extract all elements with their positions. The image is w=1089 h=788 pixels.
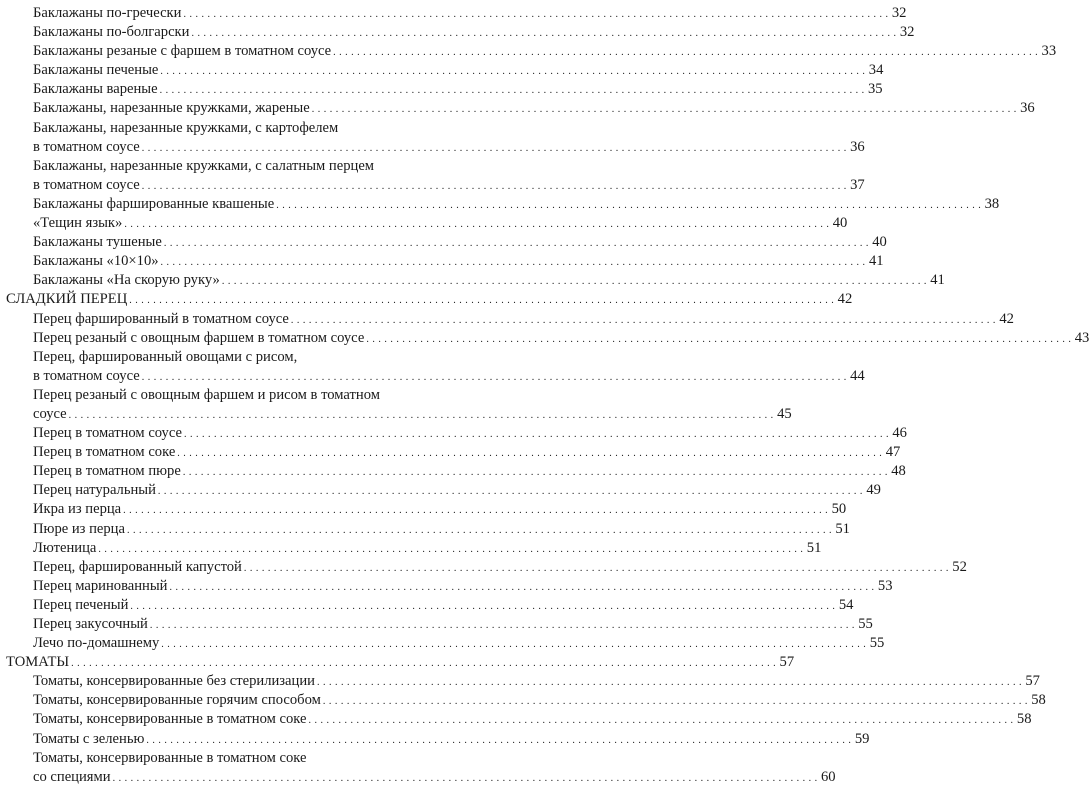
toc-entry-title: Перец в томатном соусе: [33, 425, 182, 442]
toc-section-heading[interactable]: [0, 290, 853, 309]
toc-entry-title: Лютеница: [33, 539, 97, 556]
toc-entry-first-line: [0, 157, 468, 176]
toc-entry-title: в томатном соусе: [33, 367, 140, 384]
dot-leader: [291, 311, 996, 330]
page-number: 60: [820, 768, 836, 785]
toc-entry-title-line1: Баклажаны, нарезанные кружками, с салатным перцем: [33, 157, 375, 174]
toc-entry[interactable]: [0, 310, 1014, 329]
dot-leader: [191, 24, 896, 43]
toc-entry[interactable]: [0, 520, 850, 539]
page-number: 43: [1074, 329, 1089, 346]
dot-leader: [142, 177, 847, 196]
dot-leader: [323, 692, 1028, 711]
toc-entry[interactable]: [0, 672, 1040, 691]
page-number: 42: [999, 310, 1014, 327]
toc-entry[interactable]: [0, 596, 854, 615]
toc-entry[interactable]: [0, 405, 792, 424]
toc-entry[interactable]: [0, 443, 901, 462]
page-number: 55: [869, 635, 885, 652]
toc-entry-title: Томаты с зеленью: [33, 730, 145, 747]
toc-entry-first-line: [0, 348, 468, 367]
toc-entry-title: Томаты, консервированные без стерилизации: [33, 673, 315, 690]
page-number: 32: [891, 5, 907, 21]
toc-entry[interactable]: [0, 214, 848, 233]
toc-entry[interactable]: [0, 138, 865, 157]
toc-entry-title: в томатном соусе: [33, 176, 140, 193]
page-number: 51: [835, 520, 850, 537]
dot-leader: [160, 62, 865, 81]
dot-leader: [164, 234, 869, 253]
toc-entry[interactable]: [0, 500, 847, 519]
dot-leader: [123, 501, 828, 520]
page-number: 41: [868, 253, 884, 270]
toc-entry[interactable]: [0, 462, 906, 481]
toc-entry[interactable]: [0, 329, 1089, 348]
toc-entry[interactable]: [0, 271, 945, 290]
toc-entry-title: Баклажаны вареные: [33, 81, 158, 98]
dot-leader: [184, 425, 889, 444]
toc-entry[interactable]: [0, 710, 1032, 729]
page-number: 35: [867, 81, 883, 98]
toc-entry[interactable]: [0, 233, 887, 252]
toc-entry-title: соусе: [33, 405, 67, 422]
dot-leader: [130, 597, 835, 616]
page-number: 53: [877, 577, 893, 594]
dot-leader: [150, 616, 855, 635]
dot-leader: [317, 673, 1022, 692]
page-number: 54: [838, 596, 854, 613]
toc-entry-title: ТОМАТЫ: [6, 654, 70, 671]
toc-entry[interactable]: [0, 634, 885, 653]
page-number: 44: [850, 367, 865, 384]
toc-entry-title: Томаты, консервированные горячим способом: [33, 692, 321, 709]
dot-leader: [158, 482, 863, 501]
toc-entry[interactable]: [0, 424, 907, 443]
toc-entry[interactable]: [0, 61, 884, 80]
dot-leader: [129, 291, 834, 310]
dot-leader: [160, 81, 865, 100]
toc-entry-title: Перец маринованный: [33, 577, 168, 594]
page-number: 34: [868, 62, 884, 79]
page-number: 49: [866, 482, 881, 499]
toc-entry[interactable]: [0, 730, 870, 749]
toc-entry-title: Перец печеный: [33, 596, 129, 613]
toc-entry[interactable]: [0, 176, 865, 195]
toc-entry-first-line: [0, 386, 468, 405]
toc-entry[interactable]: [0, 23, 915, 42]
toc-entry-title: Перец, фаршированный капустой: [33, 558, 242, 575]
toc-entry-title: Баклажаны фаршированные квашеные: [33, 195, 275, 212]
toc-entry-title: Баклажаны резаные с фаршем в томатном соусе: [33, 43, 332, 60]
toc-entry-title: Баклажаны «На скорую руку»: [33, 272, 220, 289]
toc-entry-title: «Тещин язык»: [33, 215, 123, 232]
page-number: 59: [854, 730, 870, 747]
toc-entry[interactable]: [0, 615, 873, 634]
dot-leader: [142, 139, 847, 158]
toc-entry-title: Перец фаршированный в томатном соусе: [33, 310, 289, 327]
page-number: 45: [777, 405, 792, 422]
page-number: 51: [806, 539, 822, 556]
dot-leader: [309, 711, 1014, 730]
toc-entry-first-line: [0, 119, 468, 138]
page-number: 33: [1041, 43, 1057, 60]
toc-entry-title: Баклажаны «10×10»: [33, 253, 159, 270]
toc-entry-title-line1: Перец резаный с овощным фаршем и рисом в томатном: [33, 386, 380, 403]
toc-entry-title-line1: Томаты, консервированные в томатном соке: [33, 749, 307, 766]
toc-entry-title: Лечо по-домашнему: [33, 635, 160, 652]
toc-entry[interactable]: [0, 691, 1046, 710]
dot-leader: [333, 43, 1038, 62]
toc-entry-title: Икра из перца: [33, 501, 122, 518]
page-number: 38: [984, 195, 1000, 212]
page-number: 32: [899, 24, 915, 41]
toc-entry-title: СЛАДКИЙ ПЕРЕЦ: [6, 291, 128, 308]
dot-leader: [113, 769, 818, 788]
toc-entry[interactable]: [0, 42, 1057, 61]
toc-entry-title: Перец закусочный: [33, 616, 148, 632]
dot-leader: [222, 272, 927, 291]
toc-entry[interactable]: [0, 539, 822, 558]
dot-leader: [177, 444, 882, 463]
toc-entry-title: в томатном соусе: [33, 138, 140, 155]
toc-entry-title: Баклажаны по-гречески: [33, 5, 182, 21]
page-number: 55: [858, 616, 873, 632]
toc-entry[interactable]: [0, 768, 836, 787]
toc-entry[interactable]: [0, 4, 907, 23]
page-number: 46: [892, 425, 907, 442]
page-number: 36: [1020, 100, 1035, 117]
toc-entry[interactable]: [0, 558, 967, 577]
toc-section-heading[interactable]: [0, 653, 795, 672]
dot-leader: [170, 578, 875, 597]
toc-entry[interactable]: [0, 481, 881, 500]
dot-leader: [183, 5, 888, 24]
dot-leader: [146, 731, 851, 750]
dot-leader: [183, 463, 888, 482]
page-number: 50: [831, 501, 847, 518]
dot-leader: [312, 100, 1017, 119]
dot-leader: [69, 406, 774, 425]
page-number: 58: [1031, 692, 1046, 709]
dot-leader: [244, 559, 949, 578]
dot-leader: [98, 540, 803, 559]
dot-leader: [161, 635, 866, 654]
toc-entry-title-line1: Баклажаны, нарезанные кружками, с картофелем: [33, 119, 339, 136]
page-number: 48: [891, 463, 906, 480]
page-number: 40: [872, 234, 887, 251]
page-number: 58: [1016, 711, 1032, 728]
page-number: 41: [930, 272, 945, 289]
toc-entry-title: Баклажаны печеные: [33, 62, 159, 79]
toc-entry-title: Баклажаны, нарезанные кружками, жареные: [33, 100, 310, 117]
toc-entry[interactable]: [0, 252, 884, 271]
toc-entry-title-line1: Перец, фаршированный овощами с рисом,: [33, 348, 298, 365]
page-number: 36: [850, 138, 865, 155]
toc-entry-title: Томаты, консервированные в томатном соке: [33, 711, 307, 728]
page-number: 42: [837, 291, 853, 308]
toc-entry[interactable]: [0, 367, 865, 386]
dot-leader: [161, 253, 866, 272]
toc-entry-title: Перец резаный с овощным фаршем в томатном соусе: [33, 329, 365, 346]
toc-entry-title: Пюре из перца: [33, 520, 125, 537]
toc-entry[interactable]: [0, 99, 1035, 118]
page-number: 57: [1025, 673, 1040, 690]
dot-leader: [127, 521, 832, 540]
toc-entry-title: Баклажаны тушеные: [33, 234, 162, 251]
page-number: 40: [832, 215, 848, 232]
toc-entry-title: Перец в томатном соке: [33, 444, 176, 461]
dot-leader: [71, 654, 776, 673]
page-number: 37: [850, 176, 865, 193]
dot-leader: [124, 215, 829, 234]
dot-leader: [142, 368, 847, 387]
page-number: 52: [952, 558, 967, 575]
toc-entry[interactable]: [0, 577, 893, 596]
dot-leader: [276, 196, 981, 215]
toc-entry-title: Баклажаны по-болгарски: [33, 24, 190, 41]
toc-entry[interactable]: [0, 195, 1000, 214]
toc-entry[interactable]: [0, 80, 883, 99]
dot-leader: [366, 330, 1071, 349]
page-number: 47: [885, 444, 901, 461]
toc-entry-first-line: [0, 749, 468, 768]
toc-entry-title: Перец в томатном пюре: [33, 463, 181, 480]
toc-entry-title: со специями: [33, 768, 111, 785]
page-number: 57: [779, 654, 795, 671]
toc-entry-title: Перец натуральный: [33, 482, 156, 499]
